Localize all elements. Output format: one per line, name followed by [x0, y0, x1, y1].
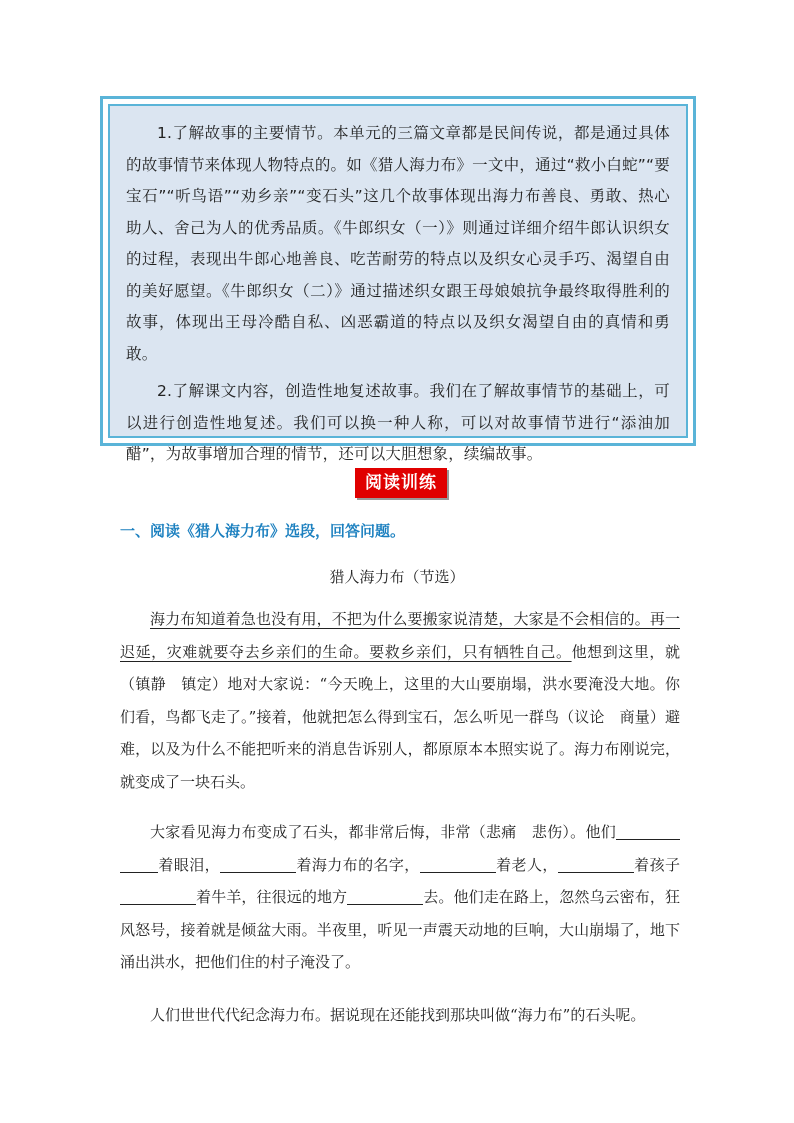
summary-point-1: 1.了解故事的主要情节。本单元的三篇文章都是民间传说，都是通过具体的故事情节来体现人物特点的。如《猎人海力布》一文中，通过“救小白蛇”“要宝石”“听鸟语”“劝乡亲”“变石头”这几个故事体现出海力布善良、勇敢、热心助人、舍己为人的优秀品质。《牛郎织女（一）》则通过详细介绍牛郎认识织女的过程，表现出牛郎心地善良、吃苦耐劳的特点以及织女心灵手巧、渴望自由的美好愿望。《牛郎织女（二）》通过描述织女跟王母娘娘抗争最终取得胜利的故事，体现出王母冷酷自私、凶恶霸道的特点以及织女渴望自由的真情和勇敢。 — [126, 124, 670, 363]
paragraph-1-rest: 他想到这里，就（镇静 镇定）地对大家说：“今天晚上，这里的大山要崩塌，洪水要淹没大地。你们看，鸟都飞走了。”接着，他就把怎么得到宝石，怎么听见一群鸟（议论 商量）避难，以及为什么不能把听来的消息告诉别人，都原原本本照实说了。海力布刚说完，就变成了一块石头。 — [120, 642, 680, 791]
summary-point-2: 2.了解课文内容，创造性地复述故事。我们在了解故事情节的基础上，可以进行创造性地复述。我们可以换一种人称，可以对故事情节进行“添油加醋”，为故事增加合理的情节，还可以大胆想象，续编故事。 — [126, 382, 670, 463]
passage-title: 猎人海力布（节选） — [329, 568, 465, 586]
fill-blank-1-continued[interactable] — [120, 857, 158, 873]
passage-paragraph-1 — [120, 603, 680, 798]
fill-blank-1[interactable] — [616, 824, 680, 840]
fill-blank-6[interactable] — [347, 889, 423, 905]
paragraph-2-segment-d: 着老人， — [495, 855, 558, 874]
paragraph-2-start: 大家看见海力布变成了石头，都非常后悔，非常（悲痛 悲伤）。他们 — [150, 823, 616, 841]
paragraph-2-segment-f: 着牛羊，往很远的地方 — [196, 888, 348, 906]
paragraph-2-segment-c: 着海力布的名字， — [296, 855, 420, 874]
paragraph-2-segment-b: 着眼泪， — [158, 855, 221, 874]
paragraph-2-segment-e: 着孩子 — [633, 855, 680, 874]
passage-paragraph-2 — [120, 816, 680, 979]
summary-box — [100, 96, 696, 463]
summary-box-inner — [108, 104, 688, 463]
fill-blank-5[interactable] — [120, 889, 196, 905]
fill-blank-4[interactable] — [558, 857, 634, 873]
fill-blank-3[interactable] — [420, 857, 496, 873]
fill-blank-2[interactable] — [220, 857, 296, 873]
reading-training-badge: 阅读训练 — [355, 468, 447, 498]
passage-body — [120, 603, 680, 1031]
paragraph-2-segment-g: 去。他们走在路上，忽然乌云密布，狂风怒号，接着就是倾盆大雨。半夜里，听见一声震天动地的巨响，大山崩塌了，地下涌出洪水，把他们住的村子淹没了。 — [120, 888, 680, 971]
passage-paragraph-3: 人们世世代代纪念海力布。据说现在还能找到那块叫做“海力布”的石头呢。 — [150, 1005, 646, 1024]
question-heading: 一、阅读《猎人海力布》选段，回答问题。 — [120, 522, 406, 540]
underlined-sentence: 海力布知道着急也没有用，不把为什么要搬家说清楚，大家是不会相信的。再一迟延，灾难就要夺去乡亲们的生命。要救乡亲们，只有牺牲自己。 — [120, 610, 680, 661]
